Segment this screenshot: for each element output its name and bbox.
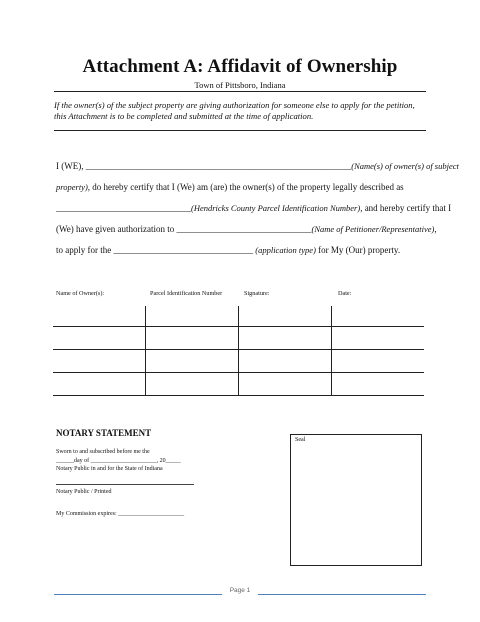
notary-public-state: Notary Public in and for the State of Indiana [56,466,163,472]
seal-box [290,434,422,566]
document-title: Attachment A: Affidavit of Ownership [82,56,398,77]
petitioner-blank[interactable]: (We) have given authorization to ______________________________ [56,224,312,234]
application-type-hint: (application type) [255,245,316,255]
table-row [53,327,424,350]
commission-expires[interactable]: My Commission expires: ______________________ [56,511,185,517]
table-row [53,373,424,396]
col-header-date: Date: [338,290,352,297]
statement-line-4: (We) have given authorization to ______________________________(Name of Petitioner/Representative), [56,224,437,234]
statement-line-1 [56,161,459,171]
date-cell[interactable] [331,327,424,350]
page-number: Page 1 [229,587,251,594]
intro-rule [54,130,426,131]
owner-name-hint-cont: property) [56,182,88,192]
owner-name-blank[interactable]: I (WE), ___________________________________________________________ [56,161,352,171]
owner-cell[interactable] [53,373,146,396]
notary-day-line[interactable]: ______day of ______________________, 20_____ [56,458,181,464]
parcel-cell[interactable] [146,306,239,327]
date-cell[interactable] [331,306,424,327]
col-header-owner: Name of Owner(s): [56,290,105,297]
notary-printed-label: Notary Public / Printed [56,489,112,495]
signature-cell[interactable] [239,350,332,373]
owners-table [53,306,424,396]
statement-line-5 [56,245,400,255]
application-type-blank[interactable]: to apply for the _______________________________ [56,245,256,255]
col-header-parcel: Parcel Identification Number [150,290,223,297]
notary-signature-line[interactable] [56,484,194,485]
parcel-cell[interactable] [146,327,239,350]
notary-heading: NOTARY STATEMENT [56,428,152,438]
document-subtitle: Town of Pittsboro, Indiana [194,80,286,90]
owner-cell[interactable] [53,350,146,373]
col-header-signature: Signature: [244,290,270,297]
date-cell[interactable] [331,350,424,373]
petitioner-hint: (Name of Petitioner/Representative) [311,224,435,234]
parcel-cell[interactable] [146,373,239,396]
closing-text: for My (Our) property. [315,245,401,255]
title-rule [54,91,426,92]
signature-cell[interactable] [239,327,332,350]
signature-cell[interactable] [239,373,332,396]
parcel-cell[interactable] [146,350,239,373]
signature-cell[interactable] [239,306,332,327]
certify-text-2: , and hereby certify that I [360,203,452,213]
footer-rule-right [258,594,426,595]
parcel-id-blank[interactable]: ______________________________ [56,203,191,213]
seal-label: Seal [295,437,306,443]
owner-cell[interactable] [53,327,146,350]
statement-line-3 [56,203,451,213]
table-row [53,306,424,327]
parcel-id-hint: (Hendricks County Parcel Identification Number) [191,203,361,213]
footer-rule-left [54,594,222,595]
owner-name-hint: (Name(s) of owner(s) of subject [351,161,459,171]
date-cell[interactable] [331,373,424,396]
notary-sworn: Sworn to and subscribed before me the [56,449,150,455]
intro-instructions: If the owner(s) of the subject property are giving authorization for someone else to apply for the petition, this Attachment is to be completed and submitted at the time of application. [54,100,415,121]
statement-line-2 [56,182,404,192]
table-row [53,350,424,373]
certify-text: , do hereby certify that I (We) am (are) the owner(s) of the property legally described as [87,182,404,192]
owner-cell[interactable] [53,306,146,327]
